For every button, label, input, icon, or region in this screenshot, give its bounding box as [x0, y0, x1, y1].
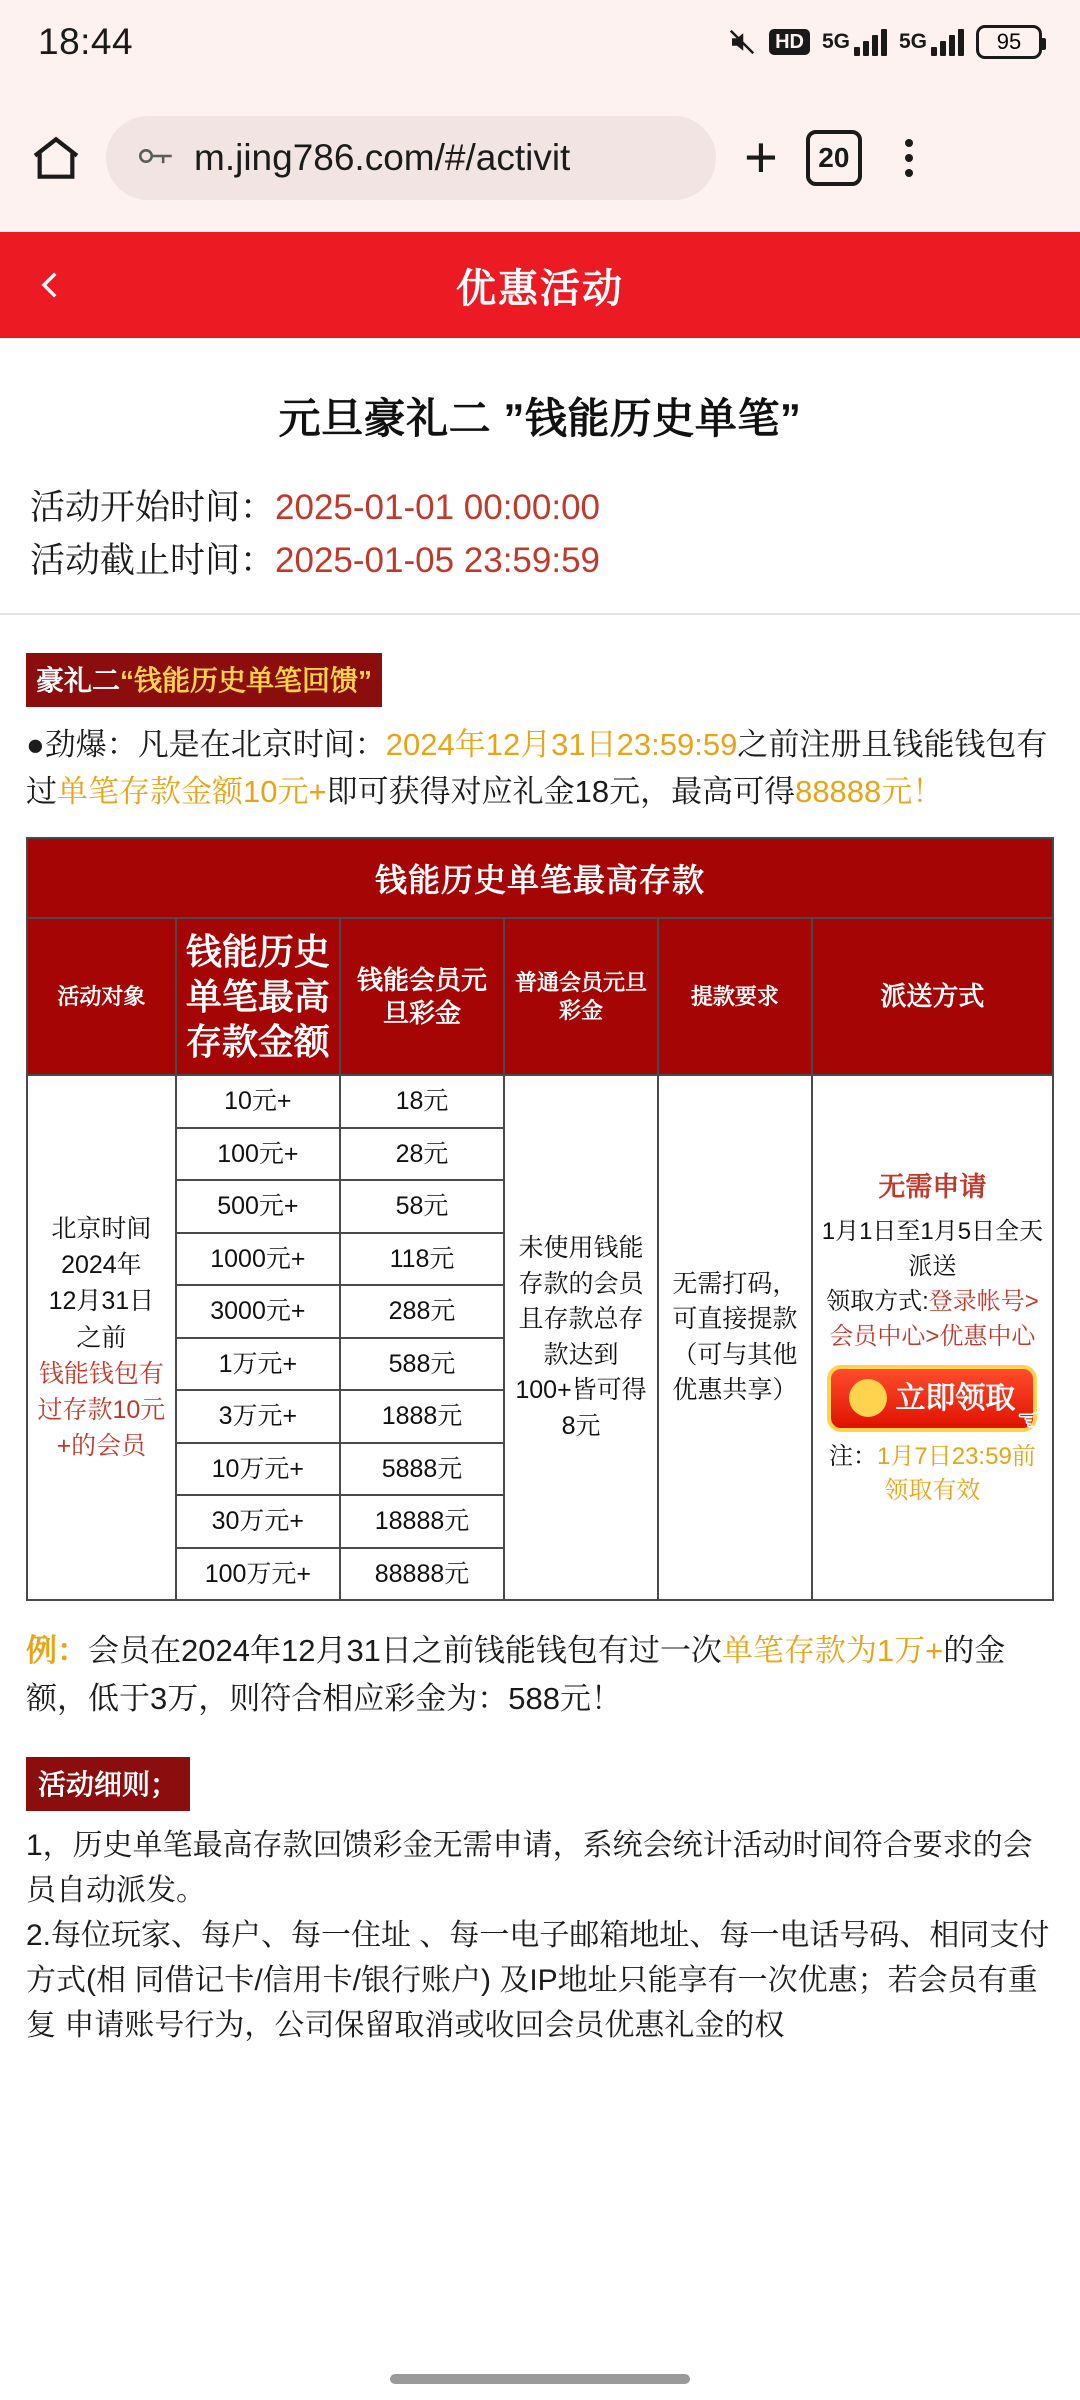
home-icon[interactable]: [28, 130, 84, 186]
table-deposit-3: 1000元+: [176, 1233, 340, 1286]
send-note-prefix: 注：: [829, 1443, 878, 1471]
promo-end-label: 活动截止时间：: [30, 540, 276, 580]
rules-list: [26, 1823, 1054, 2048]
status-time: 18:44: [38, 21, 134, 62]
hd-icon: HD: [769, 29, 810, 55]
table-header-1: 钱能历史单笔最高存款金额: [176, 918, 340, 1075]
send-line-1: 1月1日至1月5日全天派送: [821, 1218, 1044, 1281]
table-bonus-2: 58元: [340, 1180, 504, 1233]
promo-start-value: 2025-01-01 00:00:00: [275, 488, 601, 527]
promo-tagline: [26, 653, 382, 707]
navigation-pill[interactable]: [390, 2374, 690, 2384]
table-deposit-7: 10万元+: [176, 1443, 340, 1496]
rule-item-1: 1，历史单笔最高存款回馈彩金无需申请，系统会统计活动时间符合要求的会员自动派发。: [26, 1829, 1033, 1908]
promo-end-row: [30, 535, 1050, 588]
intro-highlight-1: 2024年12月31日23:59:59: [385, 727, 738, 762]
table-header-2: 钱能会员元旦彩金: [340, 918, 504, 1075]
promo-example: [26, 1611, 1054, 1733]
status-bar: [0, 0, 1080, 84]
more-vertical-icon[interactable]: [884, 139, 928, 177]
new-tab-button[interactable]: +: [744, 124, 778, 190]
intro-text-3: 即可获得对应礼金18元，最高可得: [326, 774, 796, 810]
send-line-2-red: 登录帐号>会员中心>优惠中心: [829, 1287, 1039, 1350]
promo-time-block: [0, 476, 1080, 613]
promo-table: [26, 837, 1054, 1601]
example-label: 例：: [26, 1633, 88, 1669]
table-deposit-0: 10元+: [176, 1075, 340, 1128]
address-bar[interactable]: [106, 116, 716, 200]
example-highlight: 单笔存款为1万+: [721, 1633, 944, 1669]
table-header-5: 派送方式: [812, 918, 1053, 1075]
rules-tag: 活动细则；: [26, 1757, 190, 1811]
battery-icon: 95: [976, 25, 1042, 59]
table-bonus-3: 118元: [340, 1233, 504, 1286]
send-note-highlight: 1月7日23:59前领取有效: [877, 1443, 1036, 1504]
table-deposit-1: 100元+: [176, 1128, 340, 1181]
table-header-4: 提款要求: [658, 918, 812, 1075]
intro-text-2: 之前注册且钱能钱包有过: [26, 727, 1048, 810]
table-bonus-7: 5888元: [340, 1443, 504, 1496]
table-deposit-9: 100万元+: [176, 1548, 340, 1601]
table-header-0: 活动对象: [27, 918, 176, 1075]
table-deposit-6: 3万元+: [176, 1390, 340, 1443]
object-line-2: 2024年: [61, 1251, 142, 1280]
page-header: [0, 232, 1080, 338]
table-bonus-6: 1888元: [340, 1390, 504, 1443]
tab-count-button[interactable]: 20: [806, 130, 862, 186]
send-note: [821, 1440, 1044, 1507]
promo-start-label: 活动开始时间：: [30, 488, 276, 527]
table-object-cell: [27, 1075, 176, 1600]
table-withdraw-cell: 无需打码，可直接提款（可与其他优惠共享）: [658, 1075, 812, 1600]
send-line-2: [821, 1285, 1044, 1355]
intro-highlight-3: 88888元！: [795, 774, 944, 810]
connection-icon: [136, 141, 176, 176]
claim-now-button[interactable]: [827, 1365, 1044, 1437]
table-normal-member-cell: 未使用钱能存款的会员且存款总存款达到100+皆可得8元: [504, 1075, 658, 1600]
table-bonus-0: 18元: [340, 1075, 504, 1128]
intro-text-1: ●劲爆：凡是在北京时间：: [26, 727, 386, 762]
table-bonus-9: 88888元: [340, 1548, 504, 1601]
table-bonus-8: 18888元: [340, 1495, 504, 1548]
page-title: 优惠活动: [456, 266, 624, 311]
object-line-1: 北京时间: [51, 1214, 152, 1243]
object-line-4: 之前: [76, 1323, 127, 1352]
url-text: m.jing786.com/#/activit: [194, 137, 571, 178]
table-header-row: [27, 918, 1053, 1075]
tagline-part-2: “钱能历史单笔回馈”: [120, 665, 373, 696]
claim-now-label: 立即领取: [895, 1381, 1016, 1415]
object-line-3: 12月31日: [48, 1287, 155, 1316]
table-deposit-2: 500元+: [176, 1180, 340, 1233]
table-send-cell: [812, 1075, 1053, 1600]
status-icon-group: [727, 25, 1042, 59]
signal-icon-2: 5G: [899, 28, 964, 56]
table-deposit-5: 1万元+: [176, 1338, 340, 1391]
table-row: [27, 1075, 1053, 1128]
example-text-2: 的金额，低于3万，则符合相应彩金为：588元！: [26, 1633, 1006, 1717]
object-red-line: 钱能钱包有过存款10元+的会员: [37, 1359, 166, 1461]
table-caption: 钱能历史单笔最高存款: [27, 838, 1053, 918]
promo-end-value: 2025-01-05 23:59:59: [275, 540, 601, 580]
promo-body: [0, 615, 1080, 2048]
promo-content: [0, 338, 1080, 2048]
table-bonus-5: 588元: [340, 1338, 504, 1391]
signal-icon-1: 5G: [822, 28, 887, 56]
table-header-3: 普通会员元旦彩金: [504, 918, 658, 1075]
send-no-apply: 无需申请: [878, 1172, 987, 1203]
promo-heading: 元旦豪礼二 ”钱能历史单笔”: [278, 395, 802, 442]
send-line-2-prefix: 领取方式:: [826, 1287, 929, 1315]
table-bonus-1: 28元: [340, 1128, 504, 1181]
table-deposit-4: 3000元+: [176, 1285, 340, 1338]
table-deposit-8: 30万元+: [176, 1495, 340, 1548]
promo-start-row: [30, 482, 1050, 535]
intro-highlight-2: 单笔存款金额10元+: [57, 774, 327, 810]
mute-icon: [727, 27, 757, 57]
tagline-part-1: 豪礼二: [36, 665, 121, 696]
chevron-left-icon[interactable]: [34, 268, 68, 302]
promo-intro: [26, 721, 1054, 815]
example-text-1: 会员在2024年12月31日之前钱能钱包有过一次: [88, 1633, 722, 1669]
browser-toolbar: [0, 84, 1080, 232]
rule-item-2: 2.每位玩家、每户、每一住址 、每一电子邮箱地址、每一电话号码、相同支付方式(相 同借记卡/信用卡/银行账户) 及IP地址只能享有一次优惠；若会员有重复 申请账号行为，公司保留取消或收回会员优惠礼金的权: [26, 1919, 1050, 2043]
table-caption-row: [27, 838, 1053, 918]
table-bonus-4: 288元: [340, 1285, 504, 1338]
pointer-hand-icon: ☜: [1016, 1403, 1044, 1437]
mascot-icon: [849, 1379, 887, 1417]
